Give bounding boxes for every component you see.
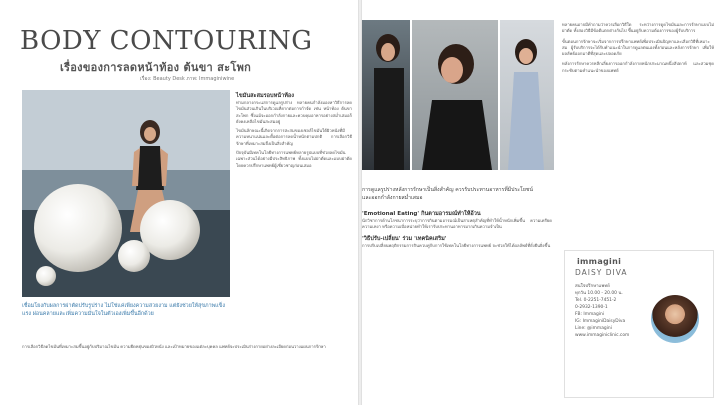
- pull-quote: การดูแลรูปร่างหลังการรักษาเป็นสิ่งสำคัญ ควรรับประทานอาหารที่มีประโยชน์และออกกำลังกายสม่ำเสมอ: [362, 187, 533, 201]
- contact-line: IG: ImmaginiDaisyDiva: [575, 319, 626, 324]
- right-text-column: [562, 22, 714, 74]
- contact-line: www.immaginiclinic.com: [575, 333, 630, 338]
- beach-spheres-illustration: [22, 90, 230, 297]
- guest-illustration: [412, 20, 498, 170]
- paragraph: หลังการรักษาควรหลีกเลี่ยงการออกกำลังกายหนักประมาณหนึ่งสัปดาห์ และสวมชุดกระชับตามคำแนะนำของแพทย์: [562, 61, 714, 73]
- paragraph: ท่ามกลางกระแสการดูแลรูปร่าง หลายคนกำลังมองหาวิธีการลดไขมันส่วนเกินในบริเวณที่ยากต่อการกำจัด เช่น หน้าท้อง ต้นขา สะโพก ซึ่งแม้จะออกกำลังกายและควบคุมอาหารอย่างสม่ำเสมอก็ยังคงเหลือไขมันสะสมอยู่: [236, 100, 352, 124]
- contact-line: Line: @immagini: [575, 326, 612, 331]
- paragraph: ปัจจุบันมีเทคโนโลยีทางการแพทย์หลายรูปแบบที่ช่วยลดไขมันเฉพาะส่วนได้อย่างมีประสิทธิภาพ ทั้งแบบไม่ผ่าตัดและแบบผ่าตัด โดยควรปรึกษาแพทย์ผู้เชี่ยวชาญก่อนเสมอ: [236, 150, 352, 168]
- right-page: [362, 0, 720, 405]
- paragraph: ขั้นตอนการรักษาจะเริ่มจากการปรึกษาแพทย์เพื่อประเมินปัญหาและเลือกวิธีที่เหมาะสม ผู้รับบริการจะได้รับคำแนะนำในการดูแลตนเองทั้งก่อนและหลังการรักษา เพื่อให้ผลลัพธ์ออกมาดีที่สุดและปลอดภัย: [562, 38, 714, 57]
- doctor-portrait: [651, 295, 699, 343]
- paragraph: การเลือกวิธีลดไขมันที่เหมาะสมขึ้นอยู่กับปริมาณไขมัน ความยืดหยุ่นของผิวหนัง และเป้าหมายของแต่ละบุคคล แพทย์จะประเมินร่างกายอย่างละเอียดก่อนวางแผนการรักษา: [22, 344, 326, 349]
- clinic-logo-sub: DAISY DIVA: [575, 268, 628, 277]
- left-column: [236, 92, 352, 169]
- section-heading: ไขมันสะสมรอบหน้าท้อง: [236, 93, 295, 99]
- paragraph: การปรับเปลี่ยนพฤติกรรมการกินควบคู่กับการใช้เทคโนโลยีทางการแพทย์ จะช่วยให้ได้ผลลัพธ์ที่ยั่งยืนยิ่งขึ้น: [362, 242, 551, 248]
- contact-line: FB: Immagini: [575, 312, 604, 317]
- contact-line: สนใจปรึกษาแพทย์: [575, 284, 610, 289]
- event-photo-3: [500, 20, 554, 170]
- right-left-column: [362, 210, 552, 249]
- section-heading: 'วิธีปรับ-เปลี่ยน' ร่วม 'เทคนิคเสริม': [362, 235, 447, 242]
- bottom-text: [22, 344, 352, 350]
- paragraph: นักวิชาการด้านโภชนาการระบุว่าการกินตามอารมณ์เป็นสาเหตุสำคัญที่ทำให้น้ำหนักเพิ่มขึ้น ความเครียด ความเหงา หรือความเบื่อหน่ายทำให้เรารับประทานอาหารมากเกินความจำเป็น: [362, 218, 552, 230]
- event-photo-1: [362, 20, 410, 170]
- left-page: [0, 0, 358, 405]
- event-photo-2: [412, 20, 498, 170]
- contact-line: Tel. 0-2251-7451-2: [575, 298, 617, 303]
- paragraph: ไขมันลักษณะนี้เกิดจากการสะสมของเซลล์ไขมันใต้ผิวหนังที่มีความหนาแน่นและดื้อต่อการลดน้ำหนักตามปกติ การเลือกวิธีรักษาที่เหมาะสมจึงเป็นสิ่งสำคัญ: [236, 128, 352, 146]
- clinic-logo: immagini: [577, 257, 622, 266]
- hero-photo: [22, 90, 230, 297]
- photo-caption: เชื่อมโยงกับผลการผ่าตัดปรับรูปร่าง ไม่ใช่แค่เพียงความสวยงาม แต่ยังช่วยให้สุขภาพแข็งแรง ผ่อนคลายและเพิ่มความมั่นใจในตัวเองเพิ่มขึ้นอีกด้วย: [22, 303, 225, 317]
- contact-line: 0-2932-1390-1: [575, 305, 608, 310]
- article-title: BODY CONTOURING: [20, 26, 313, 56]
- article-subtitle: เรื่องของการลดหน้าท้อง ต้นขา สะโพก: [60, 61, 252, 74]
- contact-info: [575, 283, 647, 339]
- paragraph: หลายคนอาจมีคำถามว่าควรเลือกวิธีใด ระหว่างการดูดไขมันและการรักษาแบบไม่ผ่าตัด ทั้งสองวิธีมีข้อดีแตกต่างกันไป ขึ้นอยู่กับความต้องการของผู้รับบริการ: [562, 22, 714, 34]
- guest-illustration: [500, 20, 554, 170]
- guest-illustration: [362, 20, 410, 170]
- byline: เรื่อง: Beauty Desk ภาพ: Immaginiwine: [140, 76, 235, 82]
- clinic-card: [564, 250, 714, 398]
- contact-line: ทุกวัน 10.00 - 20.00 น.: [575, 291, 623, 296]
- section-heading: 'Emotional Eating' กินตามอารมณ์ทำให้อ้วน: [362, 211, 481, 217]
